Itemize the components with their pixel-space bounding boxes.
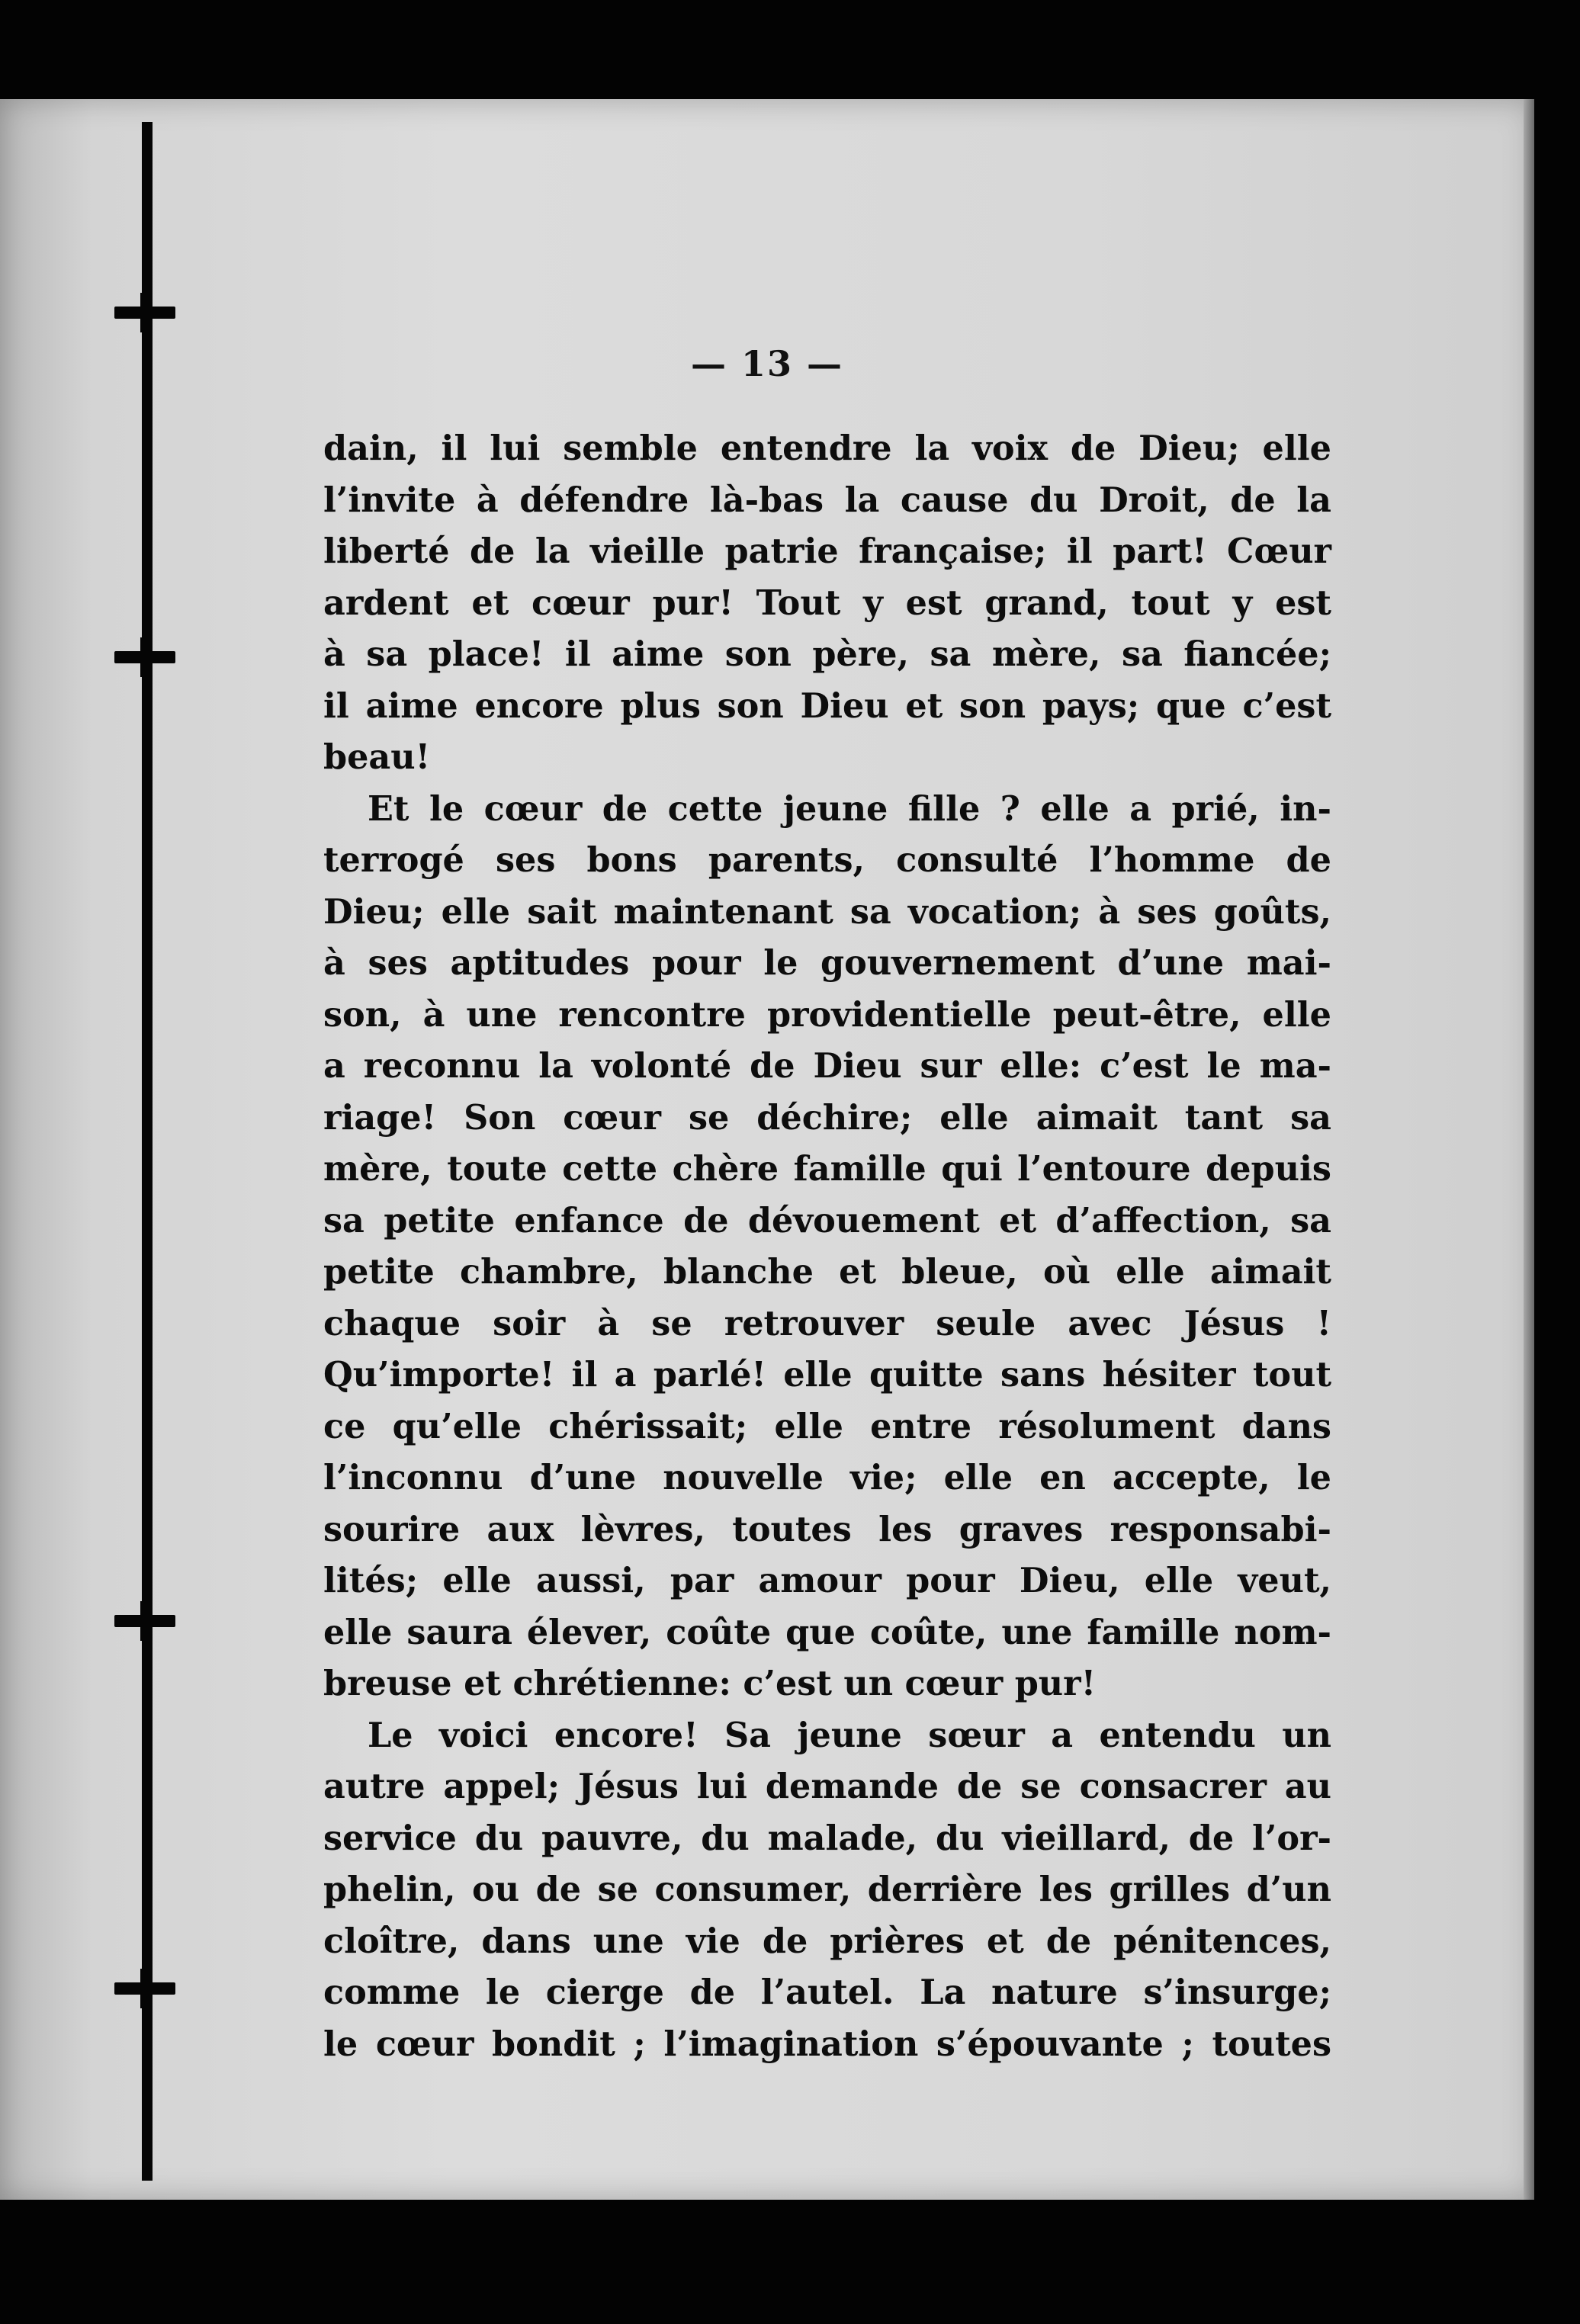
body-text bbox=[323, 423, 1331, 2070]
binding-stitch bbox=[114, 307, 175, 319]
text-line: lités; elle aussi, par amour pour Dieu, elle veut, bbox=[323, 1561, 1331, 1600]
page-number: — 13 — bbox=[690, 343, 844, 384]
text-line: breuse et chrétienne: c’est un cœur pur! bbox=[323, 1664, 1097, 1703]
text-line: l’invite à défendre là-bas la cause du Droit, de la bbox=[323, 480, 1331, 520]
page-edge-shadow bbox=[1524, 99, 1534, 2200]
text-line: riage! Son cœur se déchire; elle aimait tant sa bbox=[323, 1097, 1331, 1138]
text-line: elle saura élever, coûte que coûte, une famille nom- bbox=[323, 1612, 1331, 1652]
text-line: a reconnu la volonté de Dieu sur elle: c’est le ma- bbox=[323, 1046, 1331, 1086]
binding-stitch bbox=[114, 1615, 175, 1627]
text-line: son, à une rencontre providentielle peut-être, elle bbox=[323, 994, 1331, 1035]
text-line: autre appel; Jésus lui demande de se consacrer au bbox=[323, 1767, 1331, 1806]
text-line: liberté de la vieille patrie française; il part! Cœur bbox=[323, 531, 1331, 571]
text-line: sa petite enfance de dévouement et d’affection, sa bbox=[323, 1200, 1331, 1241]
text-line: beau! bbox=[323, 737, 431, 777]
text-line: phelin, ou de se consumer, derrière les grilles d’un bbox=[323, 1870, 1331, 1909]
text-line: comme le cierge de l’autel. La nature s’insurge; bbox=[323, 1973, 1331, 2012]
binding-stitch bbox=[114, 1982, 175, 1995]
binding-stitch bbox=[114, 651, 175, 663]
text-line: à sa place! il aime son père, sa mère, sa fiancée; bbox=[323, 634, 1331, 674]
text-line: Dieu; elle sait maintenant sa vocation; à ses goûts, bbox=[323, 891, 1331, 932]
text-line: petite chambre, blanche et bleue, où elle aimait bbox=[323, 1252, 1331, 1292]
text-line: à ses aptitudes pour le gouvernement d’une mai- bbox=[323, 943, 1331, 983]
text-line: dain, il lui semble entendre la voix de Dieu; elle bbox=[323, 429, 1331, 468]
text-line: ce qu’elle chérissait; elle entre résolument dans bbox=[323, 1406, 1331, 1446]
text-line: l’inconnu d’une nouvelle vie; elle en accepte, le bbox=[323, 1458, 1331, 1497]
paragraph-first-line: Et le cœur de cette jeune fille ? elle a prié, in- bbox=[368, 788, 1331, 829]
paragraph-first-line: Le voici encore! Sa jeune sœur a entendu un bbox=[368, 1715, 1331, 1755]
binding-thread bbox=[142, 122, 153, 2181]
text-line: chaque soir à se retrouver seule avec Jésus ! bbox=[323, 1303, 1331, 1343]
text-line: terrogé ses bons parents, consulté l’homme de bbox=[323, 840, 1331, 880]
text-line: mère, toute cette chère famille qui l’entoure depuis bbox=[323, 1149, 1331, 1189]
text-line: Qu’importe! il a parlé! elle quitte sans hésiter tout bbox=[323, 1355, 1331, 1395]
text-line: le cœur bondit ; l’imagination s’épouvante ; toutes bbox=[323, 2024, 1331, 2064]
text-line: sourire aux lèvres, toutes les graves responsabi- bbox=[323, 1509, 1331, 1549]
text-line: cloître, dans une vie de prières et de pénitences, bbox=[323, 1921, 1331, 1961]
text-line: service du pauvre, du malade, du vieillard, de l’or- bbox=[323, 1818, 1331, 1858]
text-line: ardent et cœur pur! Tout y est grand, tout y est bbox=[323, 583, 1331, 623]
text-line: il aime encore plus son Dieu et son pays; que c’est bbox=[323, 685, 1331, 726]
